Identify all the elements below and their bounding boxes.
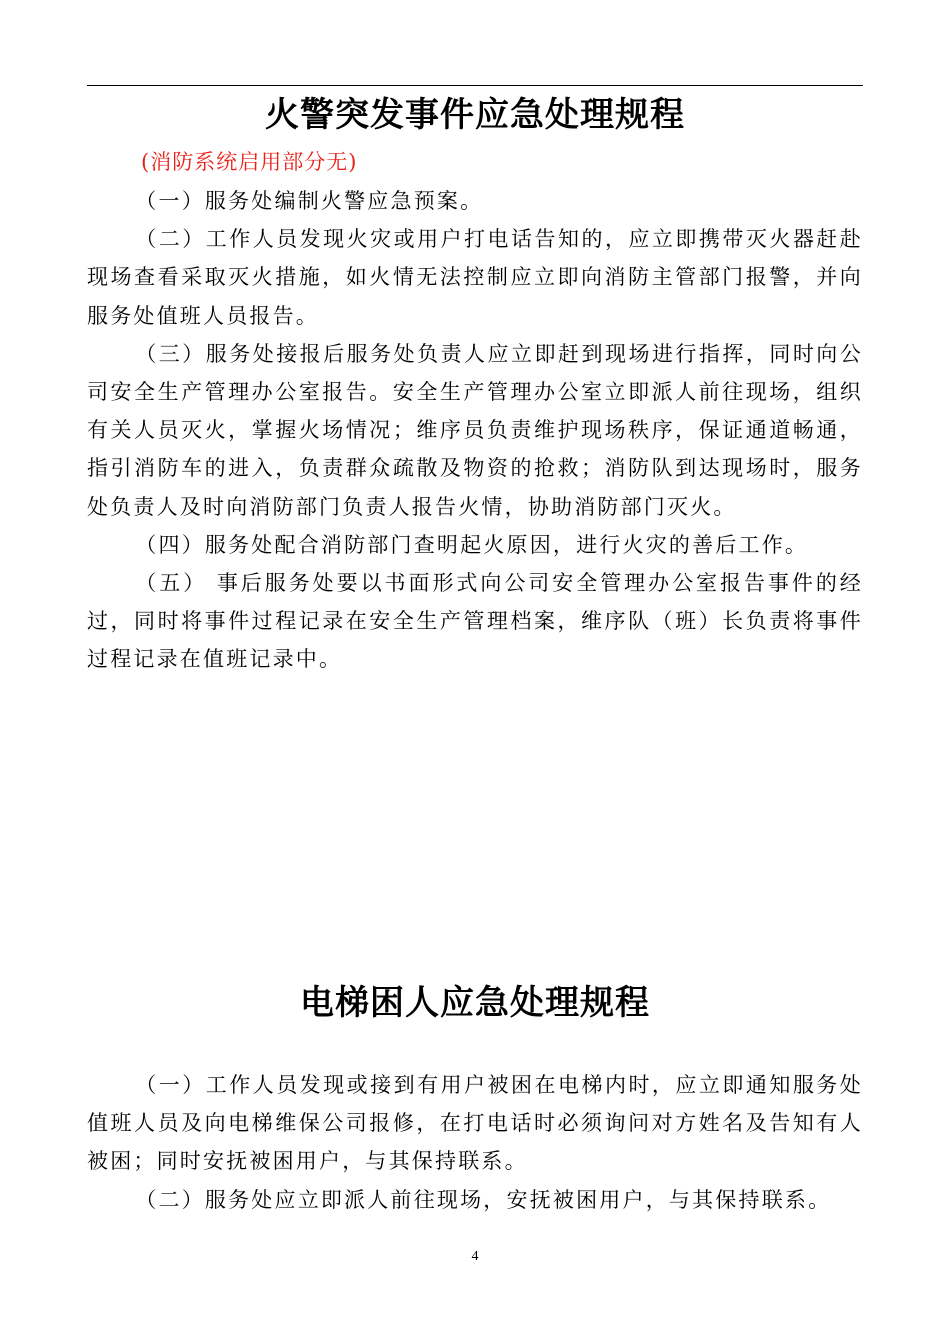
elevator-procedure-title: 电梯困人应急处理规程 — [300, 983, 650, 1023]
header-rule — [87, 85, 863, 86]
page-number: 4 — [471, 1249, 479, 1264]
fire-step-1: （一）服务处编制火警应急预案。 — [135, 189, 484, 213]
elevator-step-2: （二）服务处应立即派人前往现场，安抚被困用户，与其保持联系。 — [135, 1187, 832, 1212]
elevator-step-1: （一）工作人员发现或接到有用户被困在电梯内时，应立即通知服务处值班人员及向电梯维保公司报修，在打电话时必须询问对方姓名及告知有人被困；同时安抚被困用户，与其保持联系。 — [87, 1073, 863, 1174]
fire-procedure-title: 火警突发事件应急处理规程 — [265, 95, 685, 135]
fire-procedure-body — [87, 182, 863, 679]
fire-step-5: （五） 事后服务处要以书面形式向公司安全管理办公室报告事件的经过，同时将事件过程记录在安全生产管理档案，维序队（班）长负责将事件过程记录在值班记录中。 — [87, 571, 863, 672]
fire-system-note: (消防系统启用部分无) — [141, 150, 358, 174]
fire-step-2: （二）工作人员发现火灾或用户打电话告知的，应立即携带灭火器赶赴现场查看采取灭火措施，如火情无法控制应立即向消防主管部门报警，并向服务处值班人员报告。 — [87, 227, 863, 328]
elevator-procedure-body — [87, 1066, 863, 1219]
fire-step-4: （四）服务处配合消防部门查明起火原因，进行火灾的善后工作。 — [135, 532, 809, 557]
fire-step-3: （三）服务处接报后服务处负责人应立即赶到现场进行指挥，同时向公司安全生产管理办公室报告。安全生产管理办公室立即派人前往现场，组织有关人员灭火，掌握火场情况；维序员负责维护现场秩序，保证通道畅通，指引消防车的进入，负责群众疏散及物资的抢救；消防队到达现场时，服务处负责人及时向消防部门负责人报告火情，协助消防部门灭火。 — [87, 341, 863, 519]
